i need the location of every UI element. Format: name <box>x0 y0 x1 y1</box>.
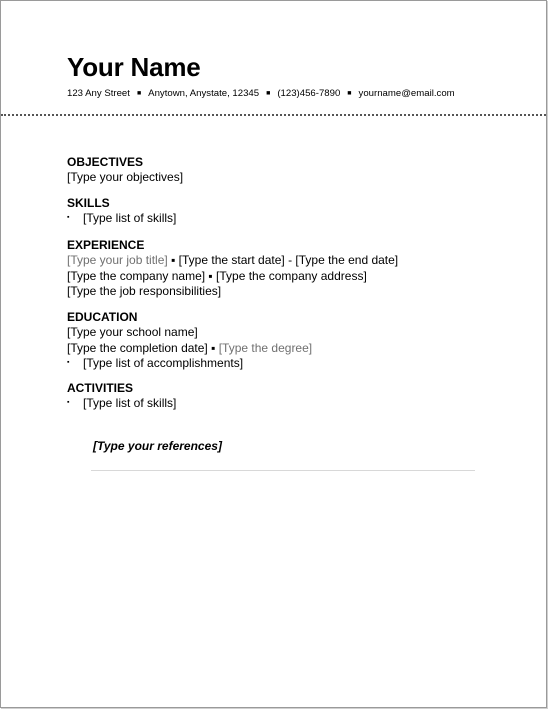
experience-title-line <box>67 253 398 269</box>
contact-city[interactable]: Anytown, Anystate, 12345 <box>148 88 260 99</box>
contact-email[interactable]: yourname@email.com <box>358 88 455 99</box>
skills-section <box>67 196 176 227</box>
job-title-field[interactable]: [Type your job title] <box>67 253 168 267</box>
contact-phone[interactable]: (123)456-7890 <box>277 88 341 99</box>
resume-name[interactable]: Your Name <box>67 52 201 82</box>
education-separator: ▪ <box>211 340 216 355</box>
activities-heading: ACTIVITIES <box>67 381 134 395</box>
accomplishments-list-item[interactable] <box>67 356 312 372</box>
education-completion-line <box>67 341 312 357</box>
bullet-icon: ▪ <box>67 214 70 221</box>
objectives-section <box>67 155 183 186</box>
job-dates-field[interactable]: [Type the start date] - [Type the end date] <box>178 253 399 267</box>
accomplishments-text[interactable]: [Type list of accomplishments] <box>83 356 244 370</box>
skills-item-text[interactable]: [Type list of skills] <box>83 211 177 225</box>
completion-date-field[interactable]: [Type the completion date] <box>67 340 208 355</box>
objectives-heading: OBJECTIVES <box>67 155 144 169</box>
education-heading: EDUCATION <box>67 310 138 324</box>
contact-separator: ■ <box>266 90 271 97</box>
experience-separator: ▪ <box>208 268 213 283</box>
bullet-icon: ▪ <box>67 359 70 366</box>
degree-field[interactable]: [Type the degree] <box>218 340 313 355</box>
activities-section <box>67 381 176 412</box>
activities-item-text[interactable]: [Type list of skills] <box>83 396 177 410</box>
skills-heading: SKILLS <box>67 196 110 210</box>
skills-list-item[interactable] <box>67 211 176 227</box>
contact-line <box>67 88 455 101</box>
objectives-text[interactable]: [Type your objectives] <box>67 170 184 184</box>
job-responsibilities-field[interactable]: [Type the job responsibilities] <box>67 284 222 298</box>
experience-company-line <box>67 269 398 285</box>
header-divider <box>1 114 546 116</box>
experience-heading: EXPERIENCE <box>67 238 145 252</box>
school-name-field[interactable]: [Type your school name] <box>67 325 198 339</box>
references-field[interactable]: [Type your references] <box>93 439 222 453</box>
company-address-field[interactable]: [Type the company address] <box>216 268 367 283</box>
contact-separator: ■ <box>347 90 352 97</box>
experience-separator: ▪ <box>171 253 176 267</box>
company-name-field[interactable]: [Type the company name] <box>67 268 206 283</box>
activities-list-item[interactable] <box>67 396 176 412</box>
contact-separator: ■ <box>136 90 142 97</box>
references-divider <box>91 470 475 471</box>
education-section <box>67 310 312 372</box>
contact-address[interactable]: 123 Any Street <box>67 88 130 99</box>
bullet-icon: ▪ <box>67 399 70 406</box>
experience-section <box>67 238 398 300</box>
